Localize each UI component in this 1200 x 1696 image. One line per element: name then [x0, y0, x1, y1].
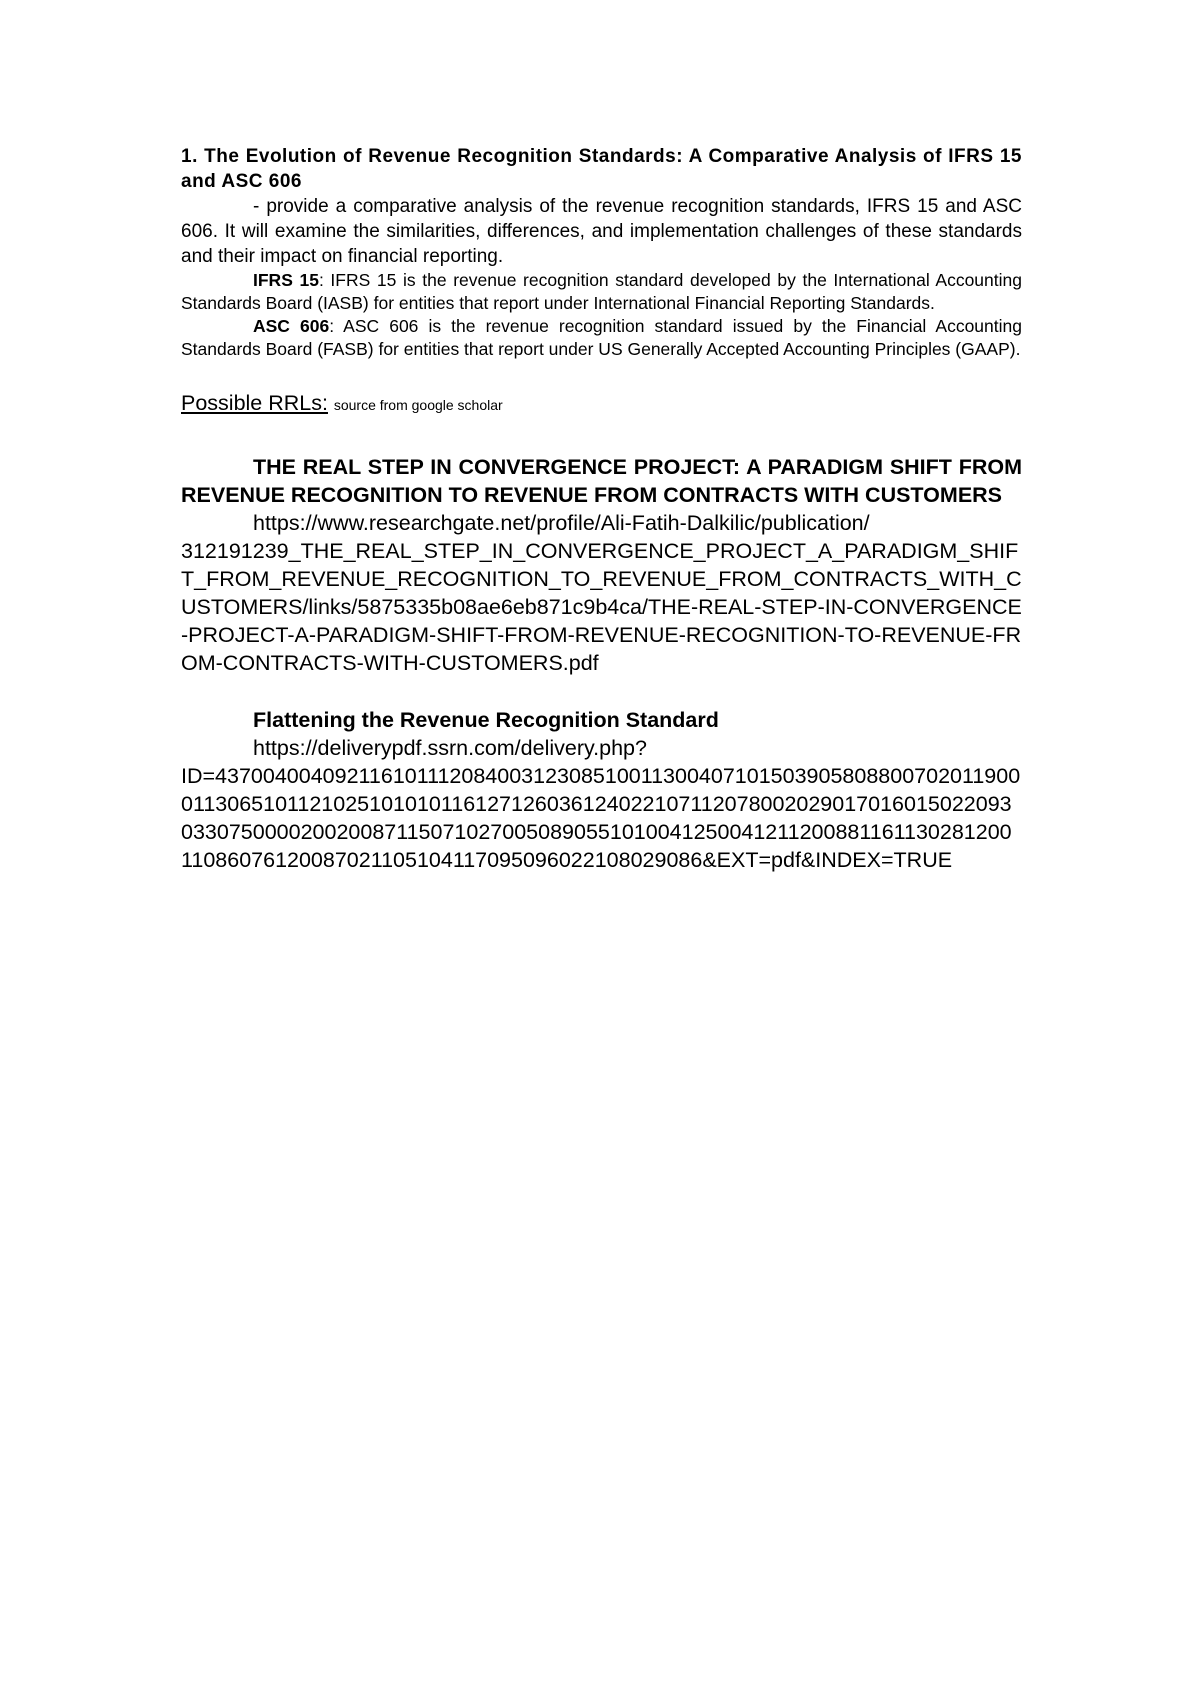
ifrs-definition: [181, 269, 1022, 315]
ifrs-definition-text: : IFRS 15 is the revenue recognition standard developed by the International Accounting Standards Board (IASB) for entities that report under International Financial Reporting Standards.: [181, 270, 1022, 313]
asc-definition: [181, 315, 1022, 361]
rrl-label: Possible RRLs:: [181, 391, 328, 415]
document-page: [181, 144, 1022, 874]
reference-1-url-line1: https://www.researchgate.net/profile/Ali-Fatih-Dalkilic/publication/: [253, 511, 870, 535]
section-intro: - provide a comparative analysis of the revenue recognition standards, IFRS 15 and ASC 606. It will examine the similarities, differences, and implementation challenges of these standards and their impact on financial reporting.: [181, 196, 1022, 267]
section-title: 1. The Evolution of Revenue Recognition Standards: A Comparative Analysis of IFRS 15 and ASC 606: [181, 146, 1022, 192]
reference-1-title: THE REAL STEP IN CONVERGENCE PROJECT: A PARADIGM SHIFT FROM REVENUE RECOGNITION TO REVENUE FROM CONTRACTS WITH CUSTOMERS: [181, 455, 1022, 507]
reference-1-url[interactable]: [181, 509, 1022, 677]
asc-definition-text: : ASC 606 is the revenue recognition standard issued by the Financial Accounting Standards Board (FASB) for entities that report under US Generally Accepted Accounting Principles (GAAP).: [181, 316, 1022, 359]
rrl-header: [181, 390, 1022, 418]
reference-2-url-rest: ID=437004004092116101112084003123085100113004071015039058088007020119000113065101121025101010116127126036124022107112078002029017016015022093033075000020020087115071027005089055101004125004121120088116113028120011086076120087021105104117095096022108029086&EXT=pdf&INDEX=TRUE: [181, 764, 1021, 872]
asc-term: ASC 606: [253, 316, 330, 336]
ifrs-term: IFRS 15: [253, 270, 319, 290]
rrl-source-note: source from google scholar: [333, 397, 503, 413]
reference-2-url-line1: https://deliverypdf.ssrn.com/delivery.php?: [253, 736, 647, 760]
reference-2-url[interactable]: [181, 734, 1022, 874]
reference-2-title: Flattening the Revenue Recognition Standard: [253, 708, 719, 732]
reference-1-url-rest: 312191239_THE_REAL_STEP_IN_CONVERGENCE_PROJECT_A_PARADIGM_SHIFT_FROM_REVENUE_RECOGNITION_TO_REVENUE_FROM_CONTRACTS_WITH_CUSTOMERS/links/5875335b08ae6eb871c9b4ca/THE-REAL-STEP-IN-CONVERGENCE-PROJECT-A-PARADIGM-SHIFT-FROM-REVENUE-RECOGNITION-TO-REVENUE-FROM-CONTRACTS-WITH-CUSTOMERS.pdf: [181, 539, 1022, 675]
